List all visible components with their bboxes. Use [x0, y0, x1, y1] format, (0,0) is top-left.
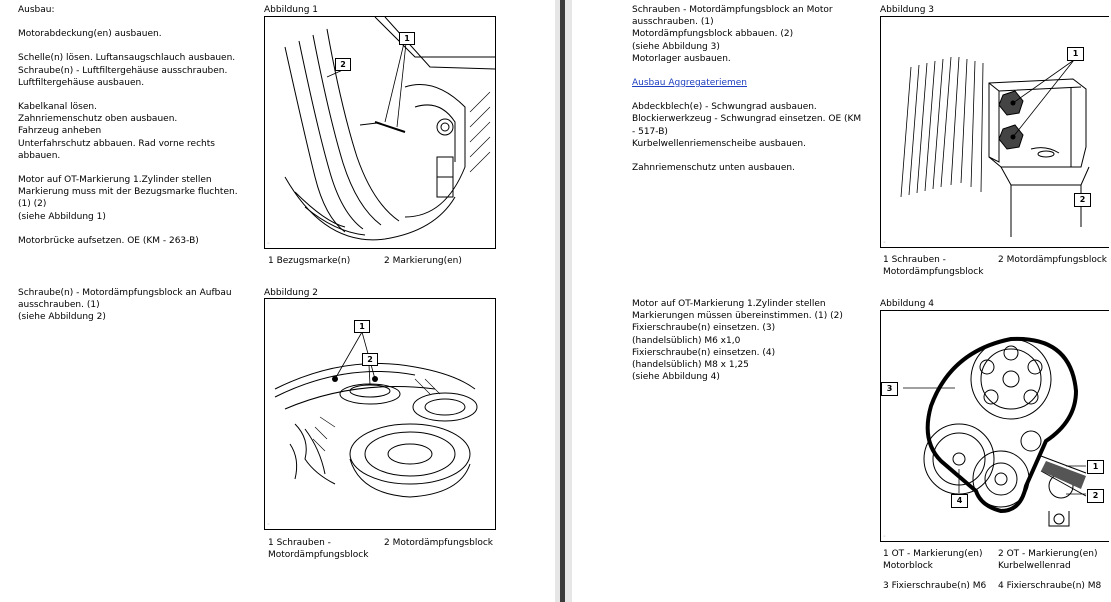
caption-line: Kurbelwellenrad: [998, 561, 1071, 572]
callout-1: 1: [354, 320, 370, 333]
line: Motorlager ausbauen.: [632, 53, 731, 64]
line: (1) (2): [18, 199, 47, 210]
figure-4-caption-4: 4 Fixierschraube(n) M8: [998, 581, 1102, 591]
figure-1-drawing: [265, 17, 495, 248]
figure-4-caption-3: 3 Fixierschraube(n) M6: [883, 581, 987, 591]
line: ausschrauben. (1): [632, 17, 714, 28]
figure-3-title: Abbildung 3: [880, 5, 935, 15]
figure-4-title: Abbildung 4: [880, 299, 935, 309]
figure-1-title: Abbildung 1: [264, 5, 319, 15]
line: Motor auf OT-Markierung 1.Zylinder stellen: [18, 175, 212, 186]
caption-line: Motordämpfungsblock: [883, 267, 984, 278]
figure-2-title: Abbildung 2: [264, 288, 319, 298]
callout-4: 4: [951, 494, 968, 508]
line: Zahnriemenschutz oben ausbauen.: [18, 114, 178, 125]
line: Abdeckblech(e) - Schwungrad ausbauen.: [632, 102, 817, 113]
line: - 517-B): [632, 126, 668, 137]
caption-line: 1 OT - Markierung(en): [883, 549, 983, 559]
figure-4: [880, 310, 1109, 542]
line: Unterfahrschutz abbauen. Rad vorne rechts: [18, 138, 215, 149]
callout-2: 2: [1087, 489, 1104, 503]
line: Kurbelwellenriemenscheibe ausbauen.: [632, 138, 806, 149]
line: (siehe Abbildung 2): [18, 312, 106, 323]
step-text-removal: [18, 4, 250, 247]
figure-1-leaders: [327, 43, 406, 127]
figure-3-caption-2: 2 Motordämpfungsblock: [998, 255, 1108, 265]
line: Motor auf OT-Markierung 1.Zylinder stellen: [632, 299, 826, 309]
line: Fahrzeug anheben: [18, 126, 102, 137]
line: Kabelkanal lösen.: [18, 102, 97, 113]
figure-3: [880, 16, 1109, 248]
line: Luftfiltergehäuse ausbauen.: [18, 77, 145, 88]
figure-2: [264, 298, 496, 530]
page-divider: [560, 0, 565, 602]
caption-line: 2 OT - Markierung(en): [998, 549, 1098, 559]
figure-1-hatching: [470, 92, 490, 172]
line: Schraube(n) - Luftfiltergehäuse ausschrauben.: [18, 65, 228, 76]
line: Schelle(n) lösen. Luftansaugschlauch ausbauen.: [18, 53, 236, 64]
corner-mark: ◦: [267, 241, 270, 247]
line: Fixierschraube(n) einsetzen. (4): [632, 347, 776, 358]
callout-1: 1: [1087, 460, 1104, 474]
heading-removal: Ausbau:: [18, 5, 55, 15]
corner-mark: ◦: [883, 534, 886, 540]
callout-2: 2: [1074, 193, 1091, 207]
link-remove-accessory-belt[interactable]: Ausbau Aggregateriemen: [632, 78, 748, 89]
left-page: [0, 0, 555, 602]
figure-2-detail: [313, 379, 440, 451]
figure-4-caption-1: [883, 548, 982, 572]
figure-1-caption-1: 1 Bezugsmarke(n): [268, 256, 351, 266]
figure-1-caption-2: 2 Markierung(en): [384, 256, 462, 266]
line: (handelsüblich) M6 x1,0: [632, 335, 741, 346]
callout-1: 1: [1067, 47, 1084, 61]
step-text-engine-mount: [632, 4, 867, 174]
figure-3-leaders: [1013, 60, 1074, 137]
figure-2-caption-1: [268, 537, 368, 561]
figure-2-drawing: [265, 299, 495, 529]
corner-mark: ◦: [267, 522, 270, 528]
caption-line: 1 Schrauben -: [883, 255, 946, 265]
step-text-tdc: [632, 298, 867, 383]
line: abbauen.: [18, 150, 61, 161]
figure-1: [264, 16, 496, 249]
figure-3-engine-fins: [901, 57, 983, 197]
figure-3-caption-1: [883, 254, 983, 278]
line: (siehe Abbildung 4): [632, 372, 720, 383]
line: (handelsüblich) M8 x 1,25: [632, 360, 749, 371]
callout-2: 2: [335, 58, 351, 71]
right-page: [572, 0, 1111, 602]
line: Schraube(n) - Motordämpfungsblock an Aufbau: [18, 288, 232, 298]
figure-4-caption-2: [998, 548, 1097, 572]
line: Schrauben - Motordämpfungsblock an Motor: [632, 5, 833, 15]
caption-line: Motorblock: [883, 561, 933, 572]
line: Markierung muss mit der Bezugsmarke fluchten.: [18, 187, 238, 198]
page-gutter: [555, 0, 572, 602]
step-text-mount: [18, 287, 250, 324]
line: Zahnriemenschutz unten ausbauen.: [632, 163, 795, 174]
callout-2: 2: [362, 353, 378, 366]
line: Fixierschraube(n) einsetzen. (3): [632, 323, 776, 334]
callout-1: 1: [399, 32, 415, 45]
figure-4-drawing: [881, 311, 1109, 541]
caption-line: 1 Schrauben -: [268, 538, 331, 548]
caption-line: Motordämpfungsblock: [268, 550, 369, 561]
line: (siehe Abbildung 1): [18, 211, 106, 222]
line: (siehe Abbildung 3): [632, 41, 720, 52]
line: Markierungen müssen übereinstimmen. (1) (2): [632, 311, 843, 322]
line: ausschrauben. (1): [18, 300, 100, 311]
callout-3: 3: [881, 382, 898, 396]
corner-mark: ◦: [883, 240, 886, 246]
figure-2-caption-2: 2 Motordämpfungsblock: [384, 538, 494, 548]
line: Blockierwerkzeug - Schwungrad einsetzen. OE (KM: [632, 114, 862, 125]
line: Motordämpfungsblock abbauen. (2): [632, 29, 794, 40]
line: Motorbrücke aufsetzen. OE (KM - 263-B): [18, 235, 199, 246]
line: Motorabdeckung(en) ausbauen.: [18, 29, 162, 40]
